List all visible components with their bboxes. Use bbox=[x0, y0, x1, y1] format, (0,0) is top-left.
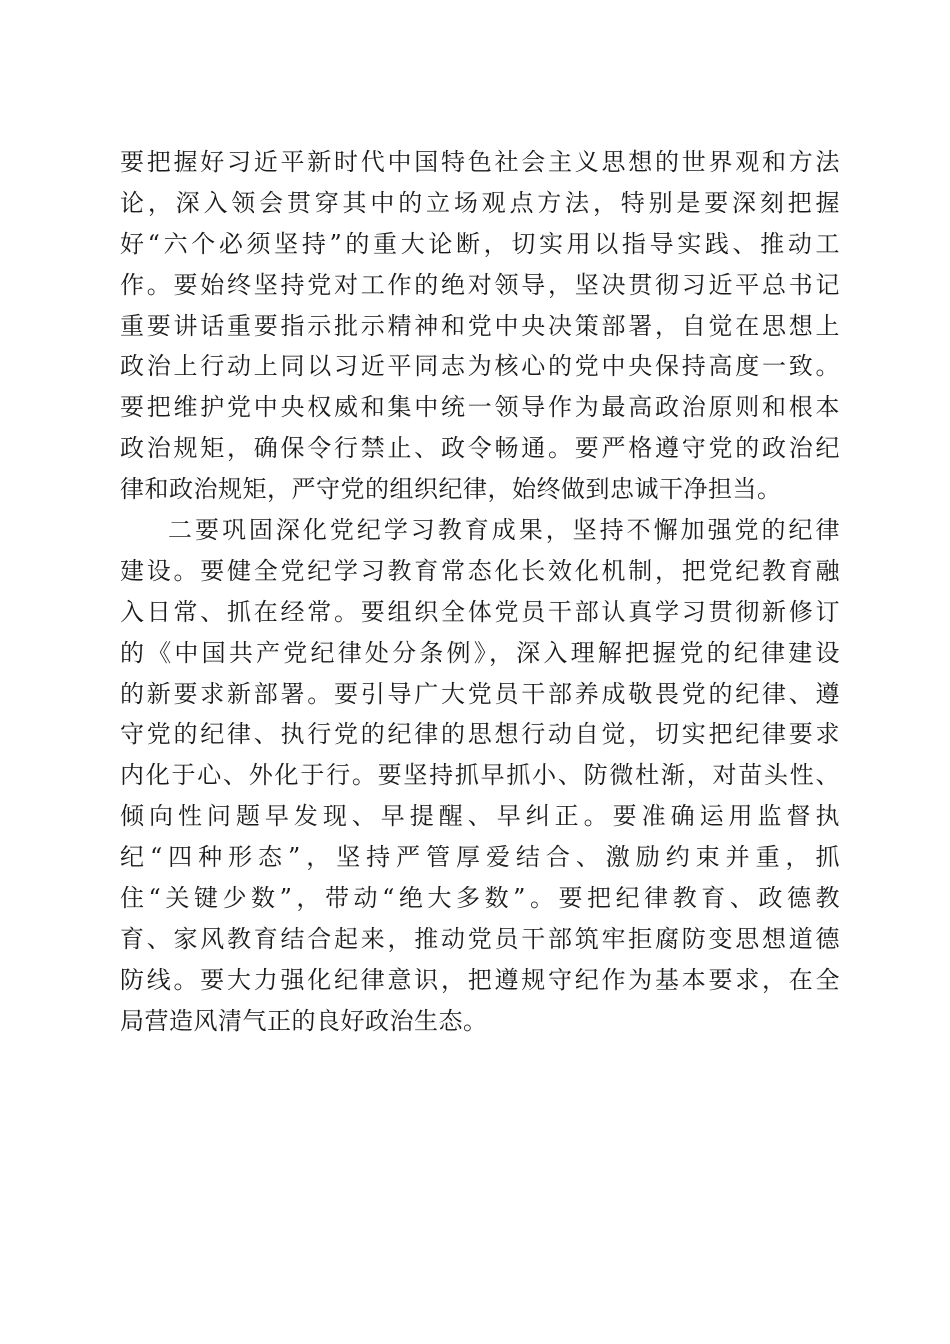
text-line: 律和政治规矩，严守党的组织纪律，始终做到忠诚干净担当。 bbox=[120, 475, 782, 504]
document-body bbox=[120, 142, 840, 1042]
text-line: 政治规矩，确保令行禁止、政令畅通。要严格遵守党的政治纪 bbox=[120, 434, 840, 463]
paragraph-1 bbox=[120, 142, 840, 510]
text-line: 论，深入领会贯穿其中的立场观点方法，特别是要深刻把握 bbox=[120, 188, 840, 217]
text-line: 的新要求新部署。要引导广大党员干部养成敬畏党的纪律、遵 bbox=[120, 679, 840, 708]
text-line: 纪“四种形态”，坚持严管厚爱结合、激励约束并重，抓 bbox=[120, 843, 840, 872]
text-line: 防线。要大力强化纪律意识，把遵规守纪作为基本要求，在全 bbox=[120, 965, 840, 994]
text-line: 要把维护党中央权威和集中统一领导作为最高政治原则和根本 bbox=[120, 393, 840, 422]
text-line: 守党的纪律、执行党的纪律的思想行动自觉，切实把纪律要求 bbox=[120, 720, 840, 749]
text-line: 作。要始终坚持党对工作的绝对领导，坚决贯彻习近平总书记 bbox=[120, 270, 840, 299]
text-line: 入日常、抓在经常。要组织全体党员干部认真学习贯彻新修订 bbox=[120, 597, 840, 626]
text-line: 好“六个必须坚持”的重大论断，切实用以指导实践、推动工 bbox=[120, 229, 840, 258]
text-line: 倾向性问题早发现、早提醒、早纠正。要准确运用监督执 bbox=[120, 802, 840, 831]
text-line: 要把握好习近平新时代中国特色社会主义思想的世界观和方法 bbox=[120, 148, 840, 176]
text-line: 政治上行动上同以习近平同志为核心的党中央保持高度一致。 bbox=[120, 352, 840, 381]
text-line: 内化于心、外化于行。要坚持抓早抓小、防微杜渐，对苗头性、 bbox=[120, 761, 840, 790]
text-line: 住“关键少数”，带动“绝大多数”。要把纪律教育、政德教 bbox=[120, 884, 840, 913]
text-line: 局营造风清气正的良好政治生态。 bbox=[120, 1006, 488, 1035]
text-line: 重要讲话重要指示批示精神和党中央决策部署，自觉在思想上 bbox=[120, 311, 840, 340]
paragraph-2 bbox=[120, 510, 840, 1042]
text-line: 的《中国共产党纪律处分条例》，深入理解把握党的纪律建设 bbox=[120, 638, 840, 667]
text-line: 二要巩固深化党纪学习教育成果，坚持不懈加强党的纪律 bbox=[168, 516, 840, 545]
text-line: 育、家风教育结合起来，推动党员干部筑牢拒腐防变思想道德 bbox=[120, 924, 840, 953]
text-line: 建设。要健全党纪学习教育常态化长效化机制，把党纪教育融 bbox=[120, 556, 840, 585]
